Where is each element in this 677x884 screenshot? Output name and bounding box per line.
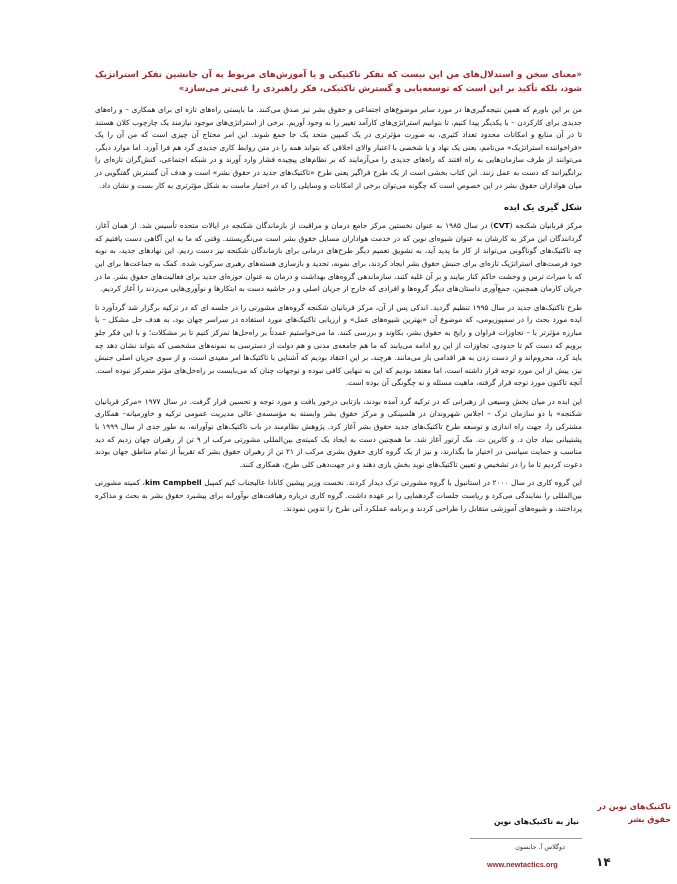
paragraph-2-text-start: مرکز قربانیان شکنجه ( xyxy=(509,221,583,231)
paragraph-5-text-start: این گروه کاری در سال ۲۰۰۰ در استانبول با گروه مشورتی ترک دیدار کردند. نخست وزیر پیشین کانادا عالیجناب کیم کمپبل xyxy=(201,478,582,488)
paragraph-2-text-end: ) در سال ۱۹۸۵ به عنوان نخستین مرکز جامع درمان و مراقبت از بازماندگان شکنجه در ایالات متحده تأسیس شد. از همان آغاز، گردانندگان این مرکز به کارشان به عنوان شیوه‌ای نوین که در خدمت هواداران مسایل حقوق بشر است می‌نگریستند. وقتی که ما به این آگاهی دست یافتیم که چه تاکتیک‌های گوناگونی می‌تواند از کار ما پدید آید، به تشویق تعمیم دیگر طرح‌های درمانی برای بازماندگان شکنجه نیز دست زدیم. این نهادهای جدید، به نوبه خود فرصت‌های استراتژیک تازه‌ای برای جنبش حقوق بشر ایجاد کردند، برای نمونه، تجدید و بازسازی هسته‌های رهبری سرکوب شده. کمک به جماعت‌ها برای این که با میراث ترس و وحشت حاکم کنار بیایند و بر آن غلبه کنند، سازماندهی گروه‌های بهداشت و درمان به عنوان حوزه‌ای جدید برای فعالیت‌های حقوق بشر. ما در جریان کارمان همچنین، جمع‌آوری داستان‌های دیگر گروه‌ها و افرادی که خارج از جریان اصلی و در حاشیه دست به ابتکارها و نوآوری‌هایی می‌زدند را آغاز کردیم. xyxy=(95,221,582,294)
section-heading: شکل گیری یک ایده xyxy=(503,202,582,213)
footer-website-link[interactable]: www.newtactics.org xyxy=(487,860,558,869)
paragraph-4: این ایده در میان بخش وسیعی از رهبرانی که در ترکیه گرد آمده بودند، بازتابی درخور یافت و مورد توجه و تحسین قرار گرفت. در سال ۱۹۷۷ «مرکز قربانیان شکنجه» با دو سازمان ترک – اجلاس شهروندان در هلسینکی و مرکز حقوق بشر وابسته به مؤسسه‌ی عالی مدیریت عمومی ترکیه و خاورمیانه– همکاری مشترکی را، جهت راه اندازی و توسعه طرح تاکتیک‌های جدید حقوق بشر آغاز کرد. پژوهش نظام‌مند در باب تاکتیک‌های نوآورانه، به طور جدی از سال ۱۹۹۹ با پشتیبانی بنیاد جان د. و کاترین ت. مک آرتور آغاز شد. ما همچنین دست به ایجاد یک کمیته‌ی بین‌المللی مشورتی مرکب از ۹ تن از رهبران جهان زدیم که دید مناسب و حمایت سیاسی در اختیار ما بگذارند، و نیز از یک گروه کاری حقوق بشری مرکب از ۲۱ تن از رهبران حقوق بشر که تقریباً از تمام مناطق جهان بودند دعوت کردیم تا ما را در تشخیص و تعیین تاکتیک‌های نوید بخش یاری دهند و در جهت‌دهی کلی طرح، همکاری کنند. xyxy=(95,396,582,469)
footer-chapter-title: نیاز به تاکتیک‌های نوین xyxy=(493,817,579,826)
paragraph-3: طرح تاکتیک‌های جدید در سال ۱۹۹۵ تنظیم گردید. اندکی پس از آن، مرکز قربانیان شکنجه گروه‌های مشورتی را در جلسه ای که در ترکیه برگزار شد گردآورد تا ایده مورد بحث را در سمپوزیومی، که موضوع آن «بهترین شیوه‌های عمل» و ارزیابی تاکتیک‌های مورد استفاده در سراسر جهان بود، به هدف حل مشکل – یا مبارزه مؤثرتر با – تجاوزات فراوان و رایج به حقوق بشر، بکاوند و بررسی کنند. ما می‌خواستیم عمدتاً بر راه‌حل‌ها تمرکز کنیم تا بر مشکلات؛ و با این فکر جلو برویم که دست کم تا حدودی، تجاوزات از این رو ادامه می‌یابند که ما هم جامعه‌ی مدنی و هم دولت از دسترسی به نمونه‌های مشخصی که بتواند نشان دهد چه باید کرد، محروم‌اند و از دست زدن به هر اقدامی باز می‌مانند. هرچند، بر این اعتقاد بودیم که آشنایی با تاکتیک‌ها امر مفیدی است، و از سوی جریان اصلی جنبش نیز، پیش از این مورد توجه قرار داشته است، اما معتقد بودیم که این به تنهایی کافی نبوده و توجهات چنان که می‌بایست بر راه‌حل‌های مؤثر متمرکز نبوده است. آنچه تاکنون مورد توجه قرار گرفته، ماهیت مسئله و نه چگونگی آن بوده است. xyxy=(95,302,582,388)
main-content xyxy=(95,68,582,521)
paragraph-5-text-end: ، کمیته مشورتی بین‌المللی را نمایندگی می‌کرد و ریاست جلسات گردهمایی را بر عهده داشت. گروه کاری درباره رهیافت‌های نوآورانه برای پیشبرد حقوق بشر به بحث و مذاکره پرداختند، و شیوه‌های آموزشی متقابل را طراحی کردند و برنامه عملکرد آتی طرح را تدوین نمودند. xyxy=(95,478,582,513)
page-number: ۱۴ xyxy=(596,855,611,869)
paragraph-5 xyxy=(95,477,582,515)
paragraph-1: من بر این باورم که همین نتیجه‌گیری‌ها در مورد سایر موضوع‌های اجتماعی و حقوق بشر نیز صدق می‌کنند. ما بایستی راه‌های تازه ای برای همکاری – و راه‌های جدیدی برای کارکردن – با یکدیگر پیدا کنیم، تا بتوانیم استراتژی‌های کارآمد تغییر را به وجود آوریم. برخی از استراتژی‌های موجود نیازمند یک چارچوب کلان هستند تا در آن منابع و امکانات محدود تعداد کثیری، به صورت مؤثرتری در یک کمپین متحد یک جا جمع شوند. این امر محتاج آن چیزی است که من آن را یک «فراخواننده استراتژیک» می‌نامم، یعنی یک نهاد و یا شخصی با اعتبار والای اخلاقی که بتواند همه را در متن روابط کاری جدیدی گرد هم فرا آورد. اما موارد دیگر، می‌توانند از طرف سازمان‌هایی به راه افتند که راه‌های جدیدی را می‌آزمایند که بر نظام‌های پیچیده فشار وارد آورند و در شبکه اجتماعی، کنش‌گران تازه‌ای را برانگیزانند که دست به عمل زنند. این کتاب بخشی است از یک طرح فراگیر یعنی طرح «تاکتیک‌های جدید در حقوق بشر» است و هدف آن گسترش گفتگویی در میان هواداران حقوق بشر در این خصوص است که چگونه می‌توان برخی از امکانات و وسایلی را که در اختیار ماست به شکل مؤثرتری به کار بست و نشان داد. xyxy=(95,105,582,190)
pull-quote: «معنای سخن و استدلال‌های من این نیست که تفکر تاکتیکی و یا آموزش‌های مربوط به آن جانشین تفکر استراتژیک شود، بلکه تأکید بر این است که توسعه‌یابی و گسترش تاکتیکی، فکر راهبردی را غنی‌تر می‌سازد» xyxy=(95,70,582,94)
paragraph-2 xyxy=(95,220,582,296)
paragraph-2-acronym: CVT xyxy=(493,221,510,231)
footer-divider xyxy=(470,838,582,839)
book-side-title: تاکتیک‌های نوین در حقوق بشر xyxy=(597,802,671,824)
paragraph-5-latin-name: kim Campbell xyxy=(144,478,202,488)
footer-author: دوگلاس آ. جانسون xyxy=(515,843,565,851)
